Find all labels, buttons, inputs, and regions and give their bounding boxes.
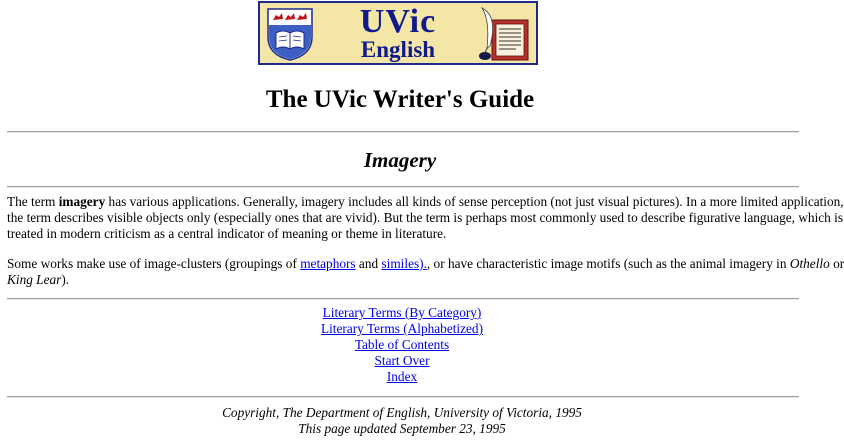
navigation-links bbox=[0, 305, 804, 385]
para2-part2: and bbox=[355, 256, 382, 271]
definition-paragraph bbox=[7, 194, 844, 242]
divider-under-title bbox=[7, 186, 799, 188]
para2-part3: , or have characteristic image motifs (such as the animal imagery in bbox=[426, 256, 790, 271]
divider-above-footer bbox=[7, 396, 799, 398]
page-title: The UVic Writer's Guide bbox=[265, 86, 535, 113]
para1-line1-rest: has various applications. Generally, imagery includes all kinds of sense perception (not just visual pictures). In a more limited application, bbox=[105, 194, 844, 209]
quill-and-book-icon bbox=[478, 6, 530, 62]
divider-above-nav bbox=[7, 298, 799, 300]
uvic-english-banner bbox=[258, 1, 542, 67]
nav-literary-terms-alphabetized[interactable]: Literary Terms (Alphabetized) bbox=[320, 321, 483, 336]
nav-table-of-contents[interactable]: Table of Contents bbox=[354, 337, 450, 352]
banner-line-uvic: UVic bbox=[359, 3, 437, 40]
para2-part4: or bbox=[829, 256, 844, 271]
divider-top bbox=[7, 131, 799, 133]
para1-line3: treated in modern criticism as a central indicator of meaning or theme in literature. bbox=[7, 226, 447, 241]
para1-intro: The term bbox=[7, 194, 59, 209]
metaphors-link[interactable]: metaphors bbox=[300, 256, 356, 271]
usage-paragraph bbox=[7, 256, 844, 288]
footer-updated: This page updated September 23, 1995 bbox=[298, 421, 506, 436]
para2-part5: ). bbox=[61, 272, 70, 287]
banner-line-english: English bbox=[360, 37, 436, 62]
footer bbox=[0, 405, 804, 437]
banner-frame bbox=[258, 1, 538, 65]
nav-start-over[interactable]: Start Over bbox=[374, 353, 430, 368]
section-title: Imagery bbox=[363, 148, 437, 172]
nav-index[interactable]: Index bbox=[386, 369, 418, 384]
footer-copyright: Copyright, The Department of English, University of Victoria, 1995 bbox=[222, 405, 582, 420]
work-othello: Othello bbox=[789, 256, 830, 271]
work-king-lear: King Lear bbox=[7, 272, 62, 287]
term-imagery: imagery bbox=[58, 194, 106, 209]
para2-part1: Some works make use of image-clusters (groupings of bbox=[7, 256, 301, 271]
para1-line2: the term describes visible objects only (especially ones that are vivid). But the term is perhaps most commonly used to describe figurative language, which is bbox=[7, 210, 844, 225]
nav-literary-terms-by-category[interactable]: Literary Terms (By Category) bbox=[322, 305, 482, 320]
similes-link[interactable]: similes). bbox=[381, 256, 427, 271]
